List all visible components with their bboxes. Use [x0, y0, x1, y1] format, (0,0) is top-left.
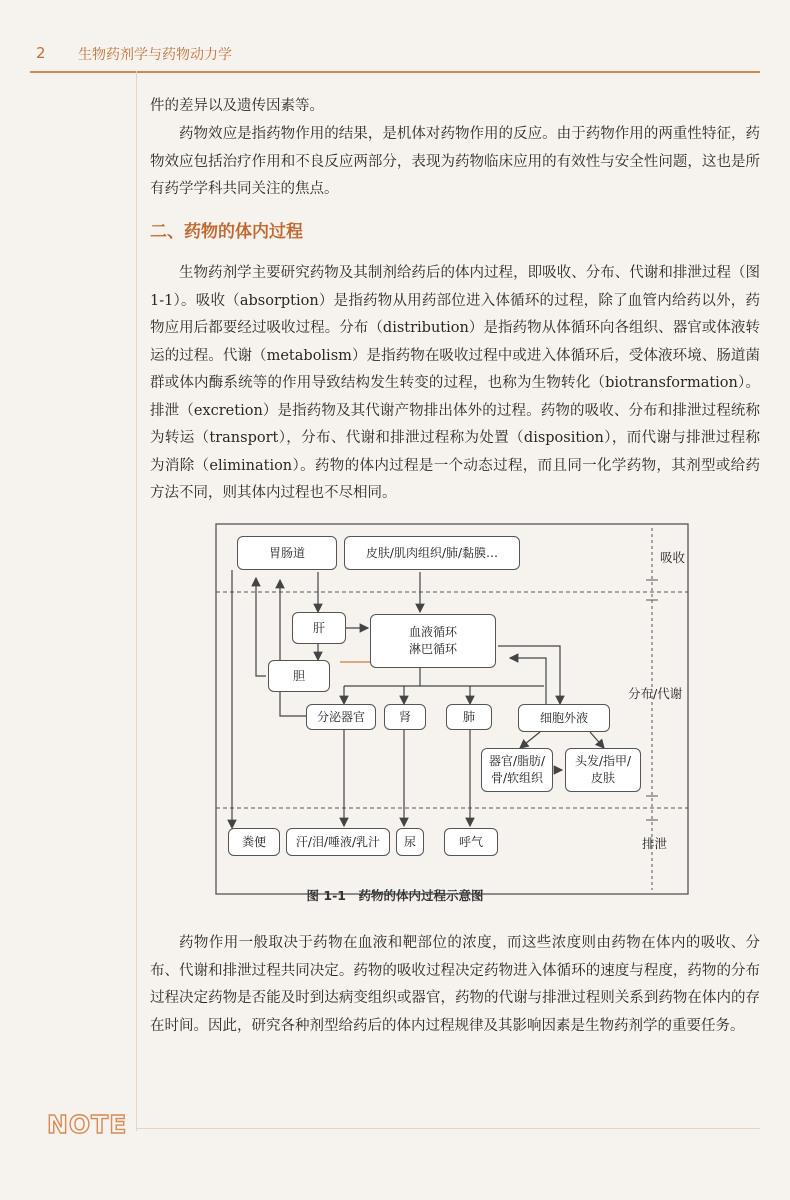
arrow-extracellular-circulation	[510, 658, 546, 704]
arrow-to-hair	[590, 732, 604, 748]
figure-caption: 图 1-1 药物的体内过程示意图	[306, 888, 484, 903]
node-blood-lymph-circulation	[370, 614, 496, 668]
node-circulation-line2: 淋巴循环	[408, 642, 457, 656]
node-organs-line2: 骨/软组织	[490, 771, 544, 785]
node-skin-muscle-lung-mucosa: 皮肤/肌肉组织/肺/黏膜…	[344, 536, 520, 570]
zone-label-distribution-metabolism: 分布/代谢	[628, 686, 683, 701]
node-organs-fat-bone	[481, 748, 553, 792]
zone-label-excretion: 排泄	[642, 836, 668, 851]
node-sweat-tears-saliva-milk: 汗/泪/唾液/乳汁	[286, 828, 390, 856]
header-rule	[30, 71, 760, 73]
arrow-to-organs	[520, 732, 540, 748]
running-header-title: 生物药剂学与药物动力学	[78, 47, 232, 63]
node-lung: 肺	[446, 704, 492, 730]
node-hair-line2: 皮肤	[590, 771, 615, 785]
node-hair-line1: 头发/指甲/	[574, 754, 632, 768]
node-kidney: 肾	[384, 704, 426, 730]
node-extracellular-fluid: 细胞外液	[518, 704, 610, 732]
paragraph-continued: 件的差异以及遗传因素等。	[150, 98, 324, 114]
paragraph-drug-action: 药物作用一般取决于药物在血液和靶部位的浓度，而这些浓度则由药物在体内的吸收、分布、代谢和排泄过程共同决定。药物的吸收过程决定药物进入体循环的速度与程度，药物的分布过程决定药物是否能及时到达病变组织或器官，药物的代谢与排泄过程则关系到药物在体内的存在时间。因此，研究各种剂型给药后的体内过程规律及其影响因素是生物药剂学的重要任务。	[150, 935, 760, 1034]
paragraph-drug-effect: 药物效应是指药物作用的结果，是机体对药物作用的反应。由于药物作用的两重性特征，药物效应包括治疗作用和不良反应两部分，表现为药物临床应用的有效性与安全性问题，这也是所有药学学科共同关注的焦点。	[150, 126, 760, 197]
node-hair-nails-skin	[565, 748, 641, 792]
margin-line	[136, 71, 137, 1131]
node-urine: 尿	[396, 828, 424, 856]
arrow-circulation-extracellular	[498, 646, 560, 704]
section-title: 二、药物的体内过程	[150, 222, 303, 242]
arrow-bile-gi	[256, 578, 266, 676]
footer-rule	[136, 1128, 760, 1129]
page-number: 2	[36, 44, 46, 62]
node-secretory-organs: 分泌器官	[306, 704, 376, 730]
arrow-secretory-gi	[280, 580, 318, 716]
node-exhaled-breath: 呼气	[444, 828, 498, 856]
node-liver: 肝	[292, 612, 346, 644]
node-bile: 胆	[268, 660, 330, 692]
node-gi-tract: 胃肠道	[237, 536, 337, 570]
zone-label-absorption: 吸收	[660, 550, 686, 565]
node-organs-line1: 器官/脂肪/	[488, 754, 546, 768]
node-circulation-line1: 血液循环	[408, 625, 457, 639]
paragraph-adme: 生物药剂学主要研究药物及其制剂给药后的体内过程，即吸收、分布、代谢和排泄过程（图 1-1）。吸收（absorption）是指药物从用药部位进入体循环的过程，除了血管内给药以外，药物应用后都要经过吸收过程。分布（distribution）是指药物从体循环向各组织、器官或体液转运的过程。代谢（metabolism）是指药物在吸收过程中或进入体循环后，受体液环境、肠道菌群或体内酶系统等的作用导致结构发生转变的过程，也称为生物转化（biotransformation）。排泄（excretion）是指药物及其代谢产物排出体外的过程。药物的吸收、分布和排泄过程统称为转运（transport），分布、代谢和排泄过程称为处置（disposition），而代谢与排泄过程称为消除（elimination）。药物的体内过程是一个动态过程，而且同一化学药物，其剂型或给药方法不同，则其体内过程也不尽相同。	[150, 265, 760, 501]
node-feces: 粪便	[228, 828, 280, 856]
note-logo: NOTE	[47, 1110, 128, 1139]
